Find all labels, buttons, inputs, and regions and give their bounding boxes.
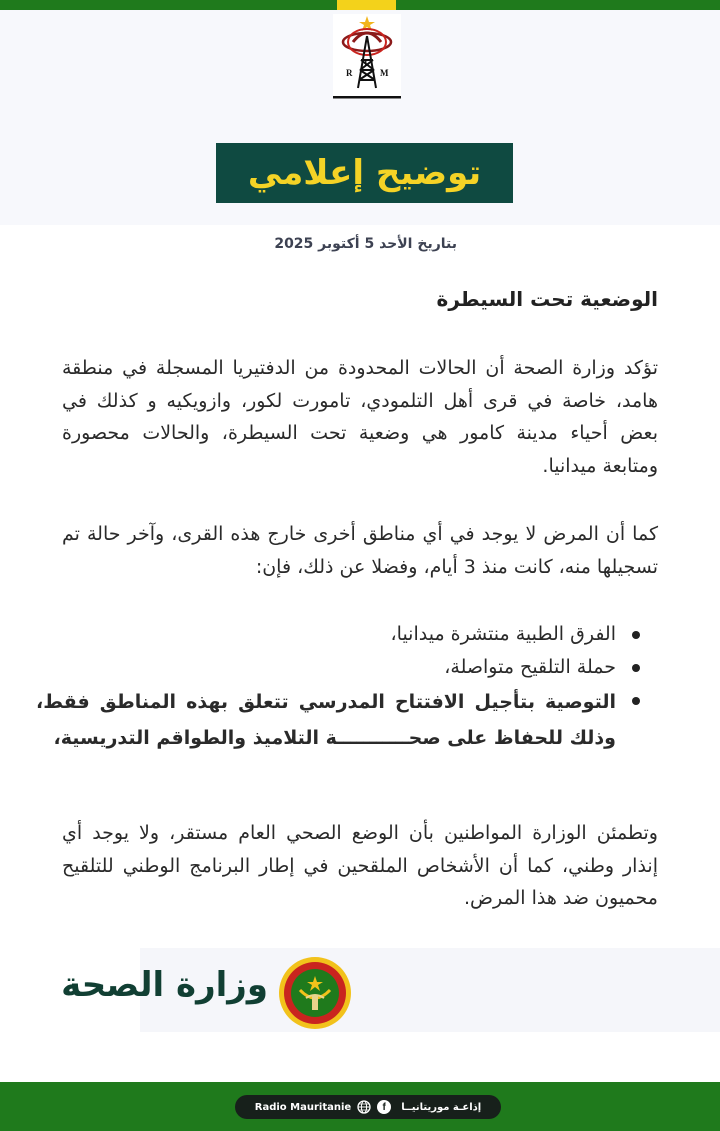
list-item: حملة التلقيح متواصلة، [36,651,616,684]
radio-mauritanie-logo-icon [333,14,401,99]
facebook-icon: f [377,1100,391,1114]
globe-icon [357,1100,371,1114]
measures-list [36,618,642,756]
footer-brand-latin: Radio Mauritanie [254,1101,352,1113]
section-heading: الوضعية تحت السيطرة [436,287,658,311]
page-title: توضيح إعلامي [247,153,482,193]
title-banner [216,143,513,203]
date-line: بتاريخ الأحد 5 أكتوبر 2025 [274,236,457,252]
paragraph-reassurance: وتطمئن الوزارة المواطنين بأن الوضع الصحي العام مستقر، ولا يوجد أي إنذار وطني، كما أن الأشخاص الملقحين في إطار البرنامج الوطني للتلقيح محميون ضد هذا المرض. [62,822,658,909]
paragraph-situation: تؤكد وزارة الصحة أن الحالات المحدودة من الدفتيريا المسجلة في منطقة هامد، خاصة في قرى أهل التلمودي، تامورت لكور، وازويكيه و كذلك في بعض أحياء مدينة كامور هي وضعية تحت السيطرة، والحالات محصورة ومتابعة ميدانيا. [62,357,658,477]
logo-letter-m: M [380,68,389,78]
top-yellow-accent [337,0,396,10]
logo-letter-i: I [364,58,368,68]
ministry-seal-icon [278,956,352,1030]
logo-letter-r: R [346,68,353,78]
list-item: الفرق الطبية منتشرة ميدانيا، [36,618,616,651]
footer-brand-pill [235,1095,501,1119]
paragraph-spread: كما أن المرض لا يوجد في أي مناطق أخرى خارج هذه القرى، وآخر حالة تم تسجيلها منه، كانت منذ 3 أيام، وفضلا عن ذلك، فإن: [62,523,658,578]
ministry-name: وزارة الصحة [61,965,268,1005]
footer-brand-arabic: إذاعـة موريتانيــا [401,1101,482,1113]
list-item: التوصية بتأجيل الافتتاح المدرسي تتعلق بهذه المناطق فقط، وذلك للحفاظ على صحـــــــــــة التلاميذ والطواقم التدريسية، [36,684,616,756]
